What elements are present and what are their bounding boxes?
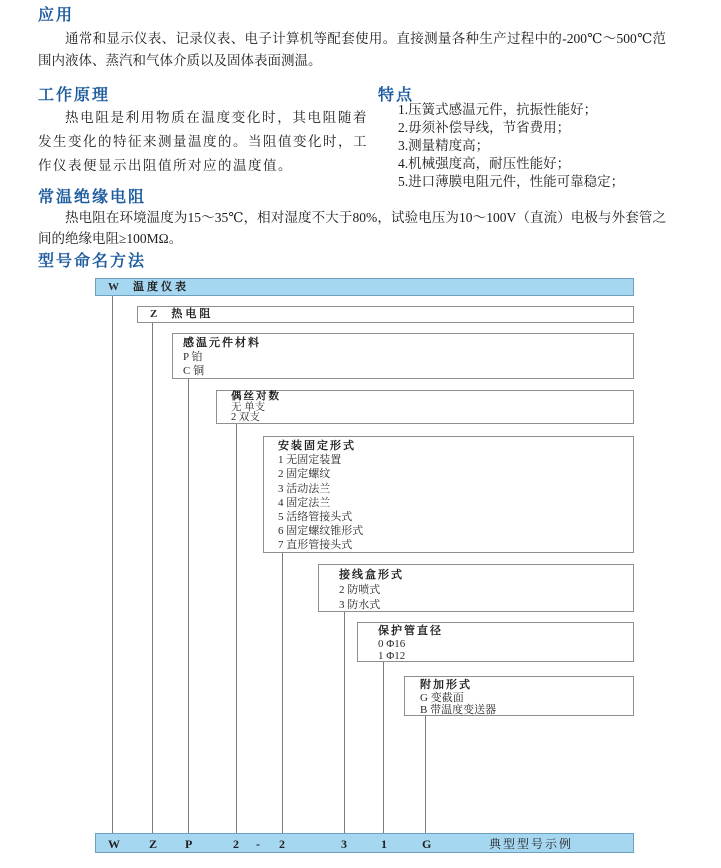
box-title: 感温元件材料 bbox=[183, 337, 261, 349]
connector-line bbox=[282, 553, 283, 833]
naming-box-thermal-resistance bbox=[137, 306, 634, 323]
box-option: 无 单支 bbox=[231, 401, 266, 413]
connector-line bbox=[152, 323, 153, 833]
box-title: 温度仪表 bbox=[133, 281, 189, 293]
box-title: 安装固定形式 bbox=[278, 440, 356, 452]
naming-box-additional-form bbox=[404, 676, 634, 716]
box-title: 附加形式 bbox=[420, 679, 472, 691]
box-option: B 带温度变送器 bbox=[420, 704, 497, 716]
section-heading-working-principle: 工作原理 bbox=[38, 87, 111, 104]
example-code: P bbox=[185, 837, 193, 851]
box-title: 接线盒形式 bbox=[339, 569, 404, 581]
box-option: 6 固定螺纹锥形式 bbox=[278, 525, 364, 538]
example-model-bar bbox=[95, 833, 634, 853]
example-code: G bbox=[422, 837, 432, 851]
section-heading-application: 应用 bbox=[38, 7, 75, 24]
section-heading-insulation: 常温绝缘电阻 bbox=[38, 189, 147, 206]
connector-line bbox=[383, 662, 384, 833]
naming-box-wire-pairs bbox=[216, 390, 634, 424]
box-option: 4 固定法兰 bbox=[278, 496, 331, 509]
example-code: Z bbox=[149, 837, 158, 851]
example-code: 3 bbox=[341, 837, 347, 851]
box-option: C 铜 bbox=[183, 365, 205, 377]
box-option: G 变截面 bbox=[420, 691, 464, 704]
example-bar-label: 典型型号示例 bbox=[489, 837, 574, 851]
example-code: 2 bbox=[279, 837, 285, 851]
working-principle-paragraph: 热电阻是利用物质在温度变化时，其电阻随着发生变化的特征来测量温度的。当阻值变化时，工作仪表便显示出阻值所对应的温度值。 bbox=[38, 110, 368, 173]
feature-item: 1.压簧式感温元件，抗振性能好； bbox=[398, 102, 598, 117]
naming-box-junction-box bbox=[318, 564, 634, 612]
example-code: - bbox=[256, 837, 260, 851]
insulation-paragraph: 热电阻在环境温度为15～35℃，相对湿度不大于80%，试验电压为10～100V（直流）电极与外套管之间的绝缘电阻≥100MΩ。 bbox=[38, 210, 666, 246]
example-code: 1 bbox=[381, 837, 387, 851]
box-option: 1 Φ12 bbox=[378, 650, 406, 662]
box-option: 3 活动法兰 bbox=[278, 482, 331, 495]
naming-box-instrument bbox=[95, 278, 634, 296]
box-option: 2 双支 bbox=[231, 412, 260, 423]
box-option: 5 活络管接头式 bbox=[278, 511, 353, 524]
box-option: 2 固定螺纹 bbox=[278, 468, 331, 481]
features-list bbox=[398, 101, 698, 191]
example-code: 2 bbox=[233, 837, 239, 851]
section-heading-naming: 型号命名方法 bbox=[38, 253, 147, 270]
feature-item: 3.测量精度高； bbox=[398, 138, 490, 153]
box-option: 3 防水式 bbox=[339, 599, 381, 611]
box-title: 偶丝对数 bbox=[231, 391, 281, 402]
feature-item: 4.机械强度高，耐压性能好； bbox=[398, 156, 571, 171]
connector-line bbox=[188, 379, 189, 833]
box-option: P 铂 bbox=[183, 351, 203, 363]
connector-line bbox=[344, 612, 345, 833]
box-option: 2 防喷式 bbox=[339, 584, 381, 596]
box-title: 热电阻 bbox=[171, 308, 214, 320]
example-code: W bbox=[108, 837, 120, 851]
naming-box-sensor-material bbox=[172, 333, 634, 379]
box-option: 0 Φ16 bbox=[378, 637, 406, 650]
connector-line bbox=[112, 296, 113, 833]
connector-line bbox=[425, 716, 426, 833]
feature-item: 2.毋须补偿导线，节省费用； bbox=[398, 120, 571, 135]
feature-item: 5.进口薄膜电阻元件，性能可靠稳定； bbox=[398, 174, 625, 189]
box-title: 保护管直径 bbox=[378, 625, 443, 637]
box-code: W bbox=[108, 281, 119, 293]
box-code: Z bbox=[150, 308, 158, 320]
naming-box-tube-diameter bbox=[357, 622, 634, 662]
box-option: 1 无固定装置 bbox=[278, 454, 342, 467]
box-option: 7 直形管接头式 bbox=[278, 539, 353, 552]
section-heading-features: 特点 bbox=[378, 87, 415, 104]
application-paragraph: 通常和显示仪表、记录仪表、电子计算机等配套使用。直接测量各种生产过程中的-200℃～500℃范围内液体、蒸汽和气体介质以及固体表面测温。 bbox=[38, 31, 666, 68]
naming-box-mounting-type bbox=[263, 436, 634, 553]
connector-line bbox=[236, 424, 237, 833]
